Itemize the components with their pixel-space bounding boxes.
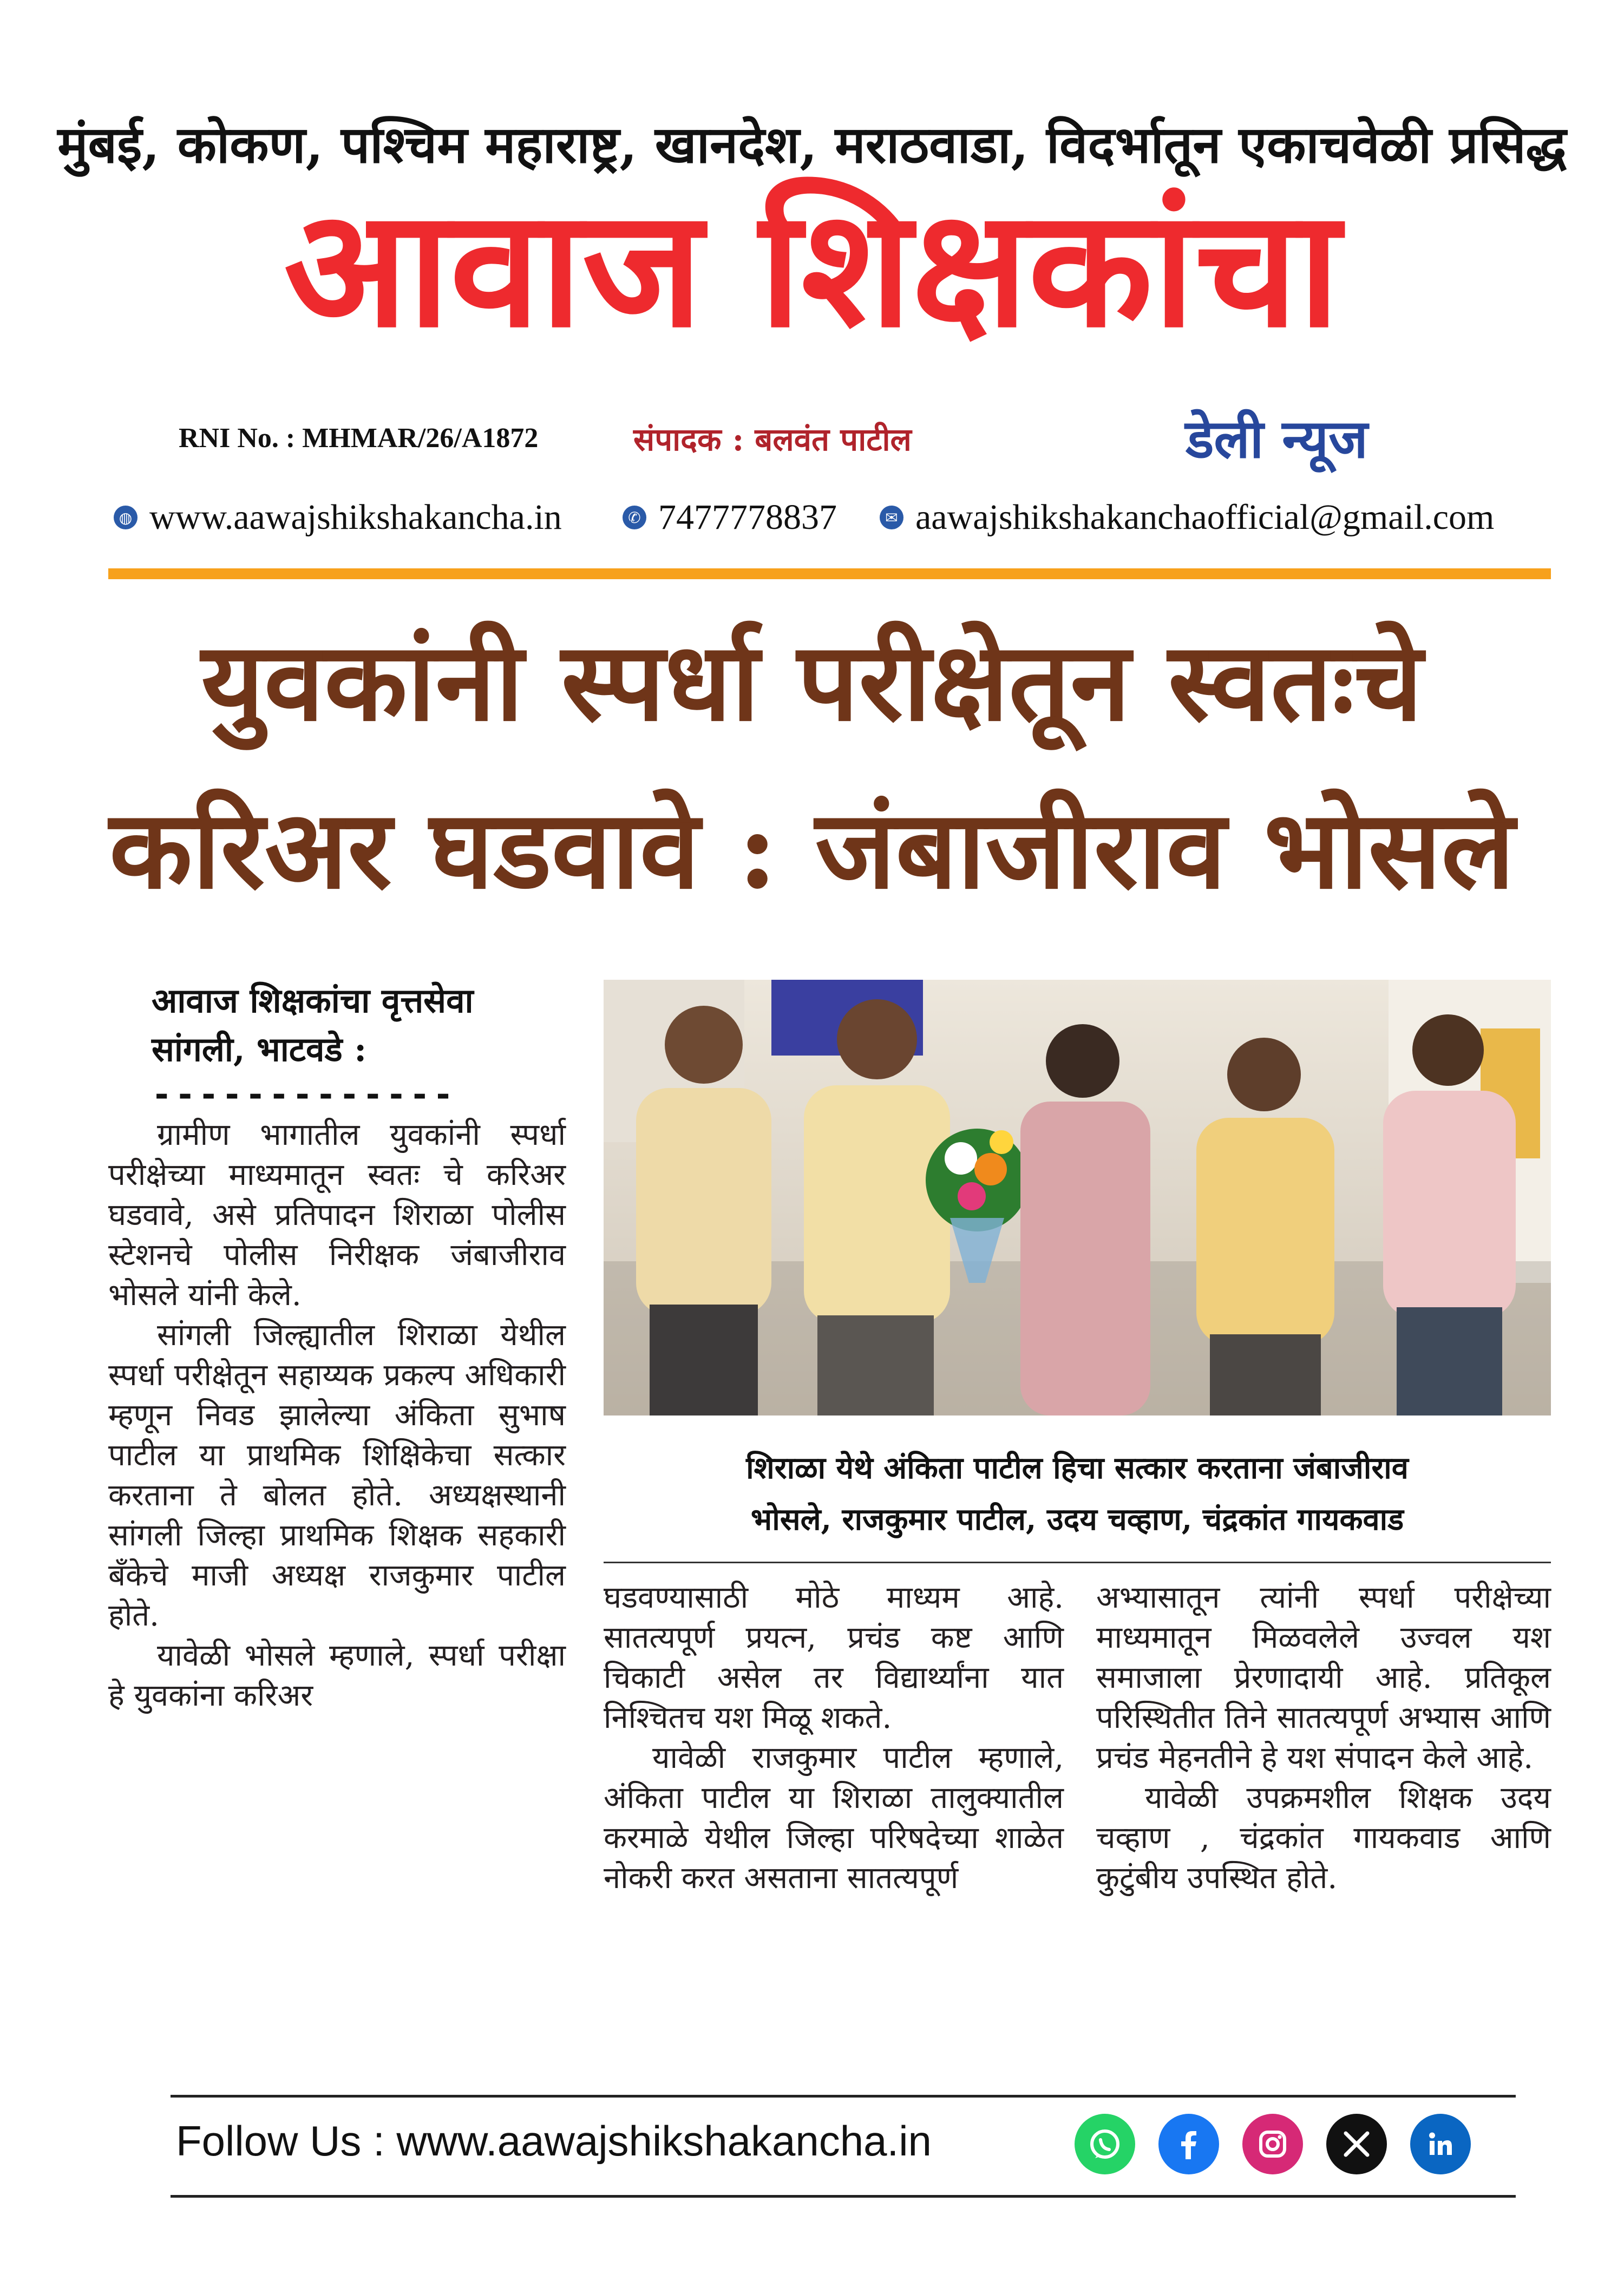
phone-contact[interactable] — [623, 497, 837, 538]
byline-source: आवाज शिक्षकांचा वृत्तसेवा — [152, 981, 474, 1020]
photo-caption — [604, 1443, 1551, 1545]
masthead-title: आवाज शिक्षकांचा — [284, 172, 1340, 363]
headline-line-2: करिअर घडवावे : जंबाजीराव भोसले — [109, 786, 1515, 913]
col1-paragraph-1: ग्रामीण भागातील युवकांनी स्पर्धा परीक्षेच्या माध्यमातून स्वतः चे करिअर घडवावे, असे प्रतिपादन शिराळा पोलीस स्टेशनचे पोलीस निरीक्षक जंबाजीराव भोसले यांनी केले. — [108, 1117, 566, 1313]
facebook-icon[interactable] — [1158, 2114, 1219, 2174]
whatsapp-glyph — [1088, 2127, 1122, 2161]
editor-credit: संपादक : बलवंत पाटील — [633, 421, 912, 458]
linkedin-glyph — [1423, 2127, 1458, 2161]
x-icon[interactable] — [1326, 2114, 1387, 2174]
website-text: www.aawajshikshakancha.in — [149, 497, 562, 537]
email-contact[interactable] — [880, 497, 1494, 538]
follow-us[interactable]: Follow Us : www.aawajshikshakancha.in — [176, 2117, 932, 2165]
whatsapp-icon[interactable] — [1075, 2114, 1135, 2174]
email-text: aawajshikshakanchaofficial@gmail.com — [915, 497, 1495, 537]
col1-paragraph-2: सांगली जिल्ह्यातील शिराळा येथील स्पर्धा परीक्षेतून सहाय्यक प्रकल्प अधिकारी म्हणून निवड झालेल्या अंकिता सुभाष पाटील या प्राथमिक शिक्षिकेचा सत्कार करताना ते बोलत होते. अध्यक्षस्थानी सांगली जिल्हा प्राथमिक शिक्षक सहकारी बँकेचे माजी अध्यक्ष राजकुमार पाटील होते. — [108, 1318, 566, 1633]
facebook-glyph — [1171, 2127, 1206, 2161]
byline-place: सांगली, भाटवडे : — [152, 1030, 367, 1069]
edition-label: डेली न्यूज — [1186, 408, 1368, 470]
linkedin-icon[interactable] — [1410, 2114, 1471, 2174]
article-column-1 — [108, 1115, 566, 1716]
website-contact[interactable] — [114, 497, 562, 538]
caption-line-2: भोसले, राजकुमार पाटील, उदय चव्हाण, चंद्रकांत गायकवाड — [750, 1502, 1404, 1537]
article-photo — [604, 980, 1551, 1415]
phone-icon: ✆ — [623, 506, 646, 529]
col2-paragraph-2: यावेळी राजकुमार पाटील म्हणाले, अंकिता पाटील या शिराळा तालुक्यातील करमाळे येथील जिल्हा परिषदेच्या शाळेत नोकरी करत असताना सातत्यपूर्ण — [604, 1740, 1064, 1896]
masthead-tagline: मुंबई, कोकण, पश्चिम महाराष्ट्र, खानदेश, मराठवाडा, विदर्भातून एकाचवेळी प्रसिद्ध — [57, 115, 1567, 175]
col3-paragraph-2: यावेळी उपक्रमशील शिक्षक उदय चव्हाण , चंद्रकांत गायकवाड आणि कुटुंबीय उपस्थित होते. — [1096, 1780, 1551, 1896]
col3-paragraph-1: अभ्यासातून त्यांनी स्पर्धा परीक्षेच्या माध्यमातून मिळवलेले उज्वल यश समाजाला प्रेरणादायी आहे. प्रतिकूल परिस्थितीत तिने सातत्यपूर्ण अभ्यास आणि प्रचंड मेहनतीने हे यश संपादन केले आहे. — [1096, 1580, 1551, 1775]
email-icon: ✉ — [880, 506, 903, 529]
globe-icon: ◍ — [114, 506, 137, 529]
article-column-2 — [604, 1578, 1064, 1898]
instagram-glyph — [1255, 2127, 1290, 2161]
x-glyph — [1340, 2128, 1373, 2160]
footer-rule-top — [171, 2095, 1516, 2098]
instagram-icon[interactable] — [1242, 2114, 1303, 2174]
col2-paragraph-1: घडवण्यासाठी मोठे माध्यम आहे. सातत्यपूर्ण प्रयत्न, प्रचंड कष्ट आणि चिकाटी असेल तर विद्यार्थ्यांना यात निश्चितच यश मिळू शकते. — [604, 1580, 1064, 1735]
article-column-3 — [1096, 1578, 1551, 1898]
felicitation-photo-illustration — [604, 980, 1551, 1415]
caption-divider — [604, 1562, 1551, 1563]
caption-line-1: शिराळा येथे अंकिता पाटील हिचा सत्कार करताना जंबाजीराव — [746, 1450, 1409, 1486]
byline-dashes: ------------- — [152, 1074, 457, 1114]
phone-text: 7477778837 — [658, 497, 837, 537]
footer-rule-bottom — [171, 2195, 1516, 2198]
rni-number: RNI No. : MHMAR/26/A1872 — [179, 423, 539, 454]
col1-paragraph-3: यावेळी भोसले म्हणाले, स्पर्धा परीक्षा हे युवकांना करिअर — [108, 1638, 566, 1713]
orange-divider — [108, 568, 1551, 579]
headline-line-1: युवकांनी स्पर्धा परीक्षेतून स्वतःचे — [201, 618, 1423, 745]
